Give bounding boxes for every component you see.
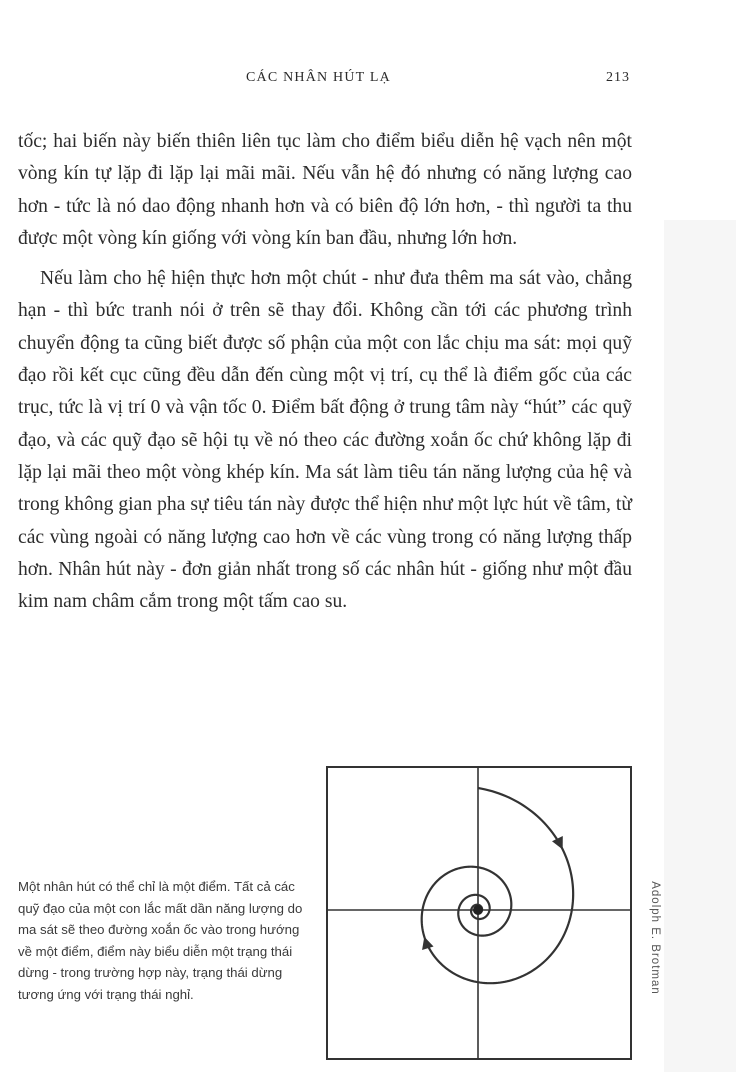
fixed-point-attractor	[473, 905, 483, 915]
spiral-attractor-figure	[326, 766, 632, 1060]
page-number: 213	[606, 70, 630, 85]
body-text	[18, 126, 632, 618]
photo-credit: Adolph E. Brotman	[649, 881, 661, 995]
paragraph-1: tốc; hai biến này biến thiên liên tục làm cho điểm biểu diễn hệ vạch nên một vòng kín tự lặp đi lặp lại mãi mãi. Nếu vẫn hệ đó nhưng có năng lượng cao hơn - tức là nó dao động nhanh hơn và có biên độ lớn hơn, - thì người ta thu được một vòng kín giống với vòng kín ban đầu, nhưng lớn hơn.	[18, 131, 632, 249]
phase-space-diagram	[326, 766, 632, 1060]
running-header	[18, 70, 630, 92]
figure-caption: Một nhân hút có thể chỉ là một điểm. Tất cả các quỹ đạo của một con lắc mất dần năng lượng do ma sát sẽ theo đường xoắn ốc vào trong hướng về một điểm, điểm này biểu diễn một trạng thái dừng - trong trường hợp này, trạng thái dừng tương ứng với trạng thái nghỉ.	[18, 879, 303, 1002]
paragraph-2: Nếu làm cho hệ hiện thực hơn một chút - như đưa thêm ma sát vào, chẳng hạn - thì bức tranh nói ở trên sẽ thay đổi. Không cần tới các phương trình chuyển động ta cũng biết được số phận của một con lắc chịu ma sát: mọi quỹ đạo rồi kết cục cũng đều dẫn đến cùng một vị trí, cụ thể là điểm gốc của các trục, tức là vị trí 0 và vận tốc 0. Điểm bất động ở trung tâm này “hút” các quỹ đạo, và các quỹ đạo sẽ hội tụ về nó theo các đường xoắn ốc chứ không lặp đi lặp lại mãi theo một vòng khép kín. Ma sát làm tiêu tán năng lượng của hệ và trong không gian pha sự tiêu tán này được thể hiện như một lực hút về tâm, từ các vùng ngoài có năng lượng cao hơn về các vùng trong có năng lượng thấp hơn. Nhân hút này - đơn giản nhất trong số các nhân hút - giống như một đầu kim nam châm cắm trong một tấm cao su.	[18, 268, 632, 613]
running-title: CÁC NHÂN HÚT LẠ	[246, 70, 391, 85]
adjacent-page-edge	[664, 220, 736, 1072]
